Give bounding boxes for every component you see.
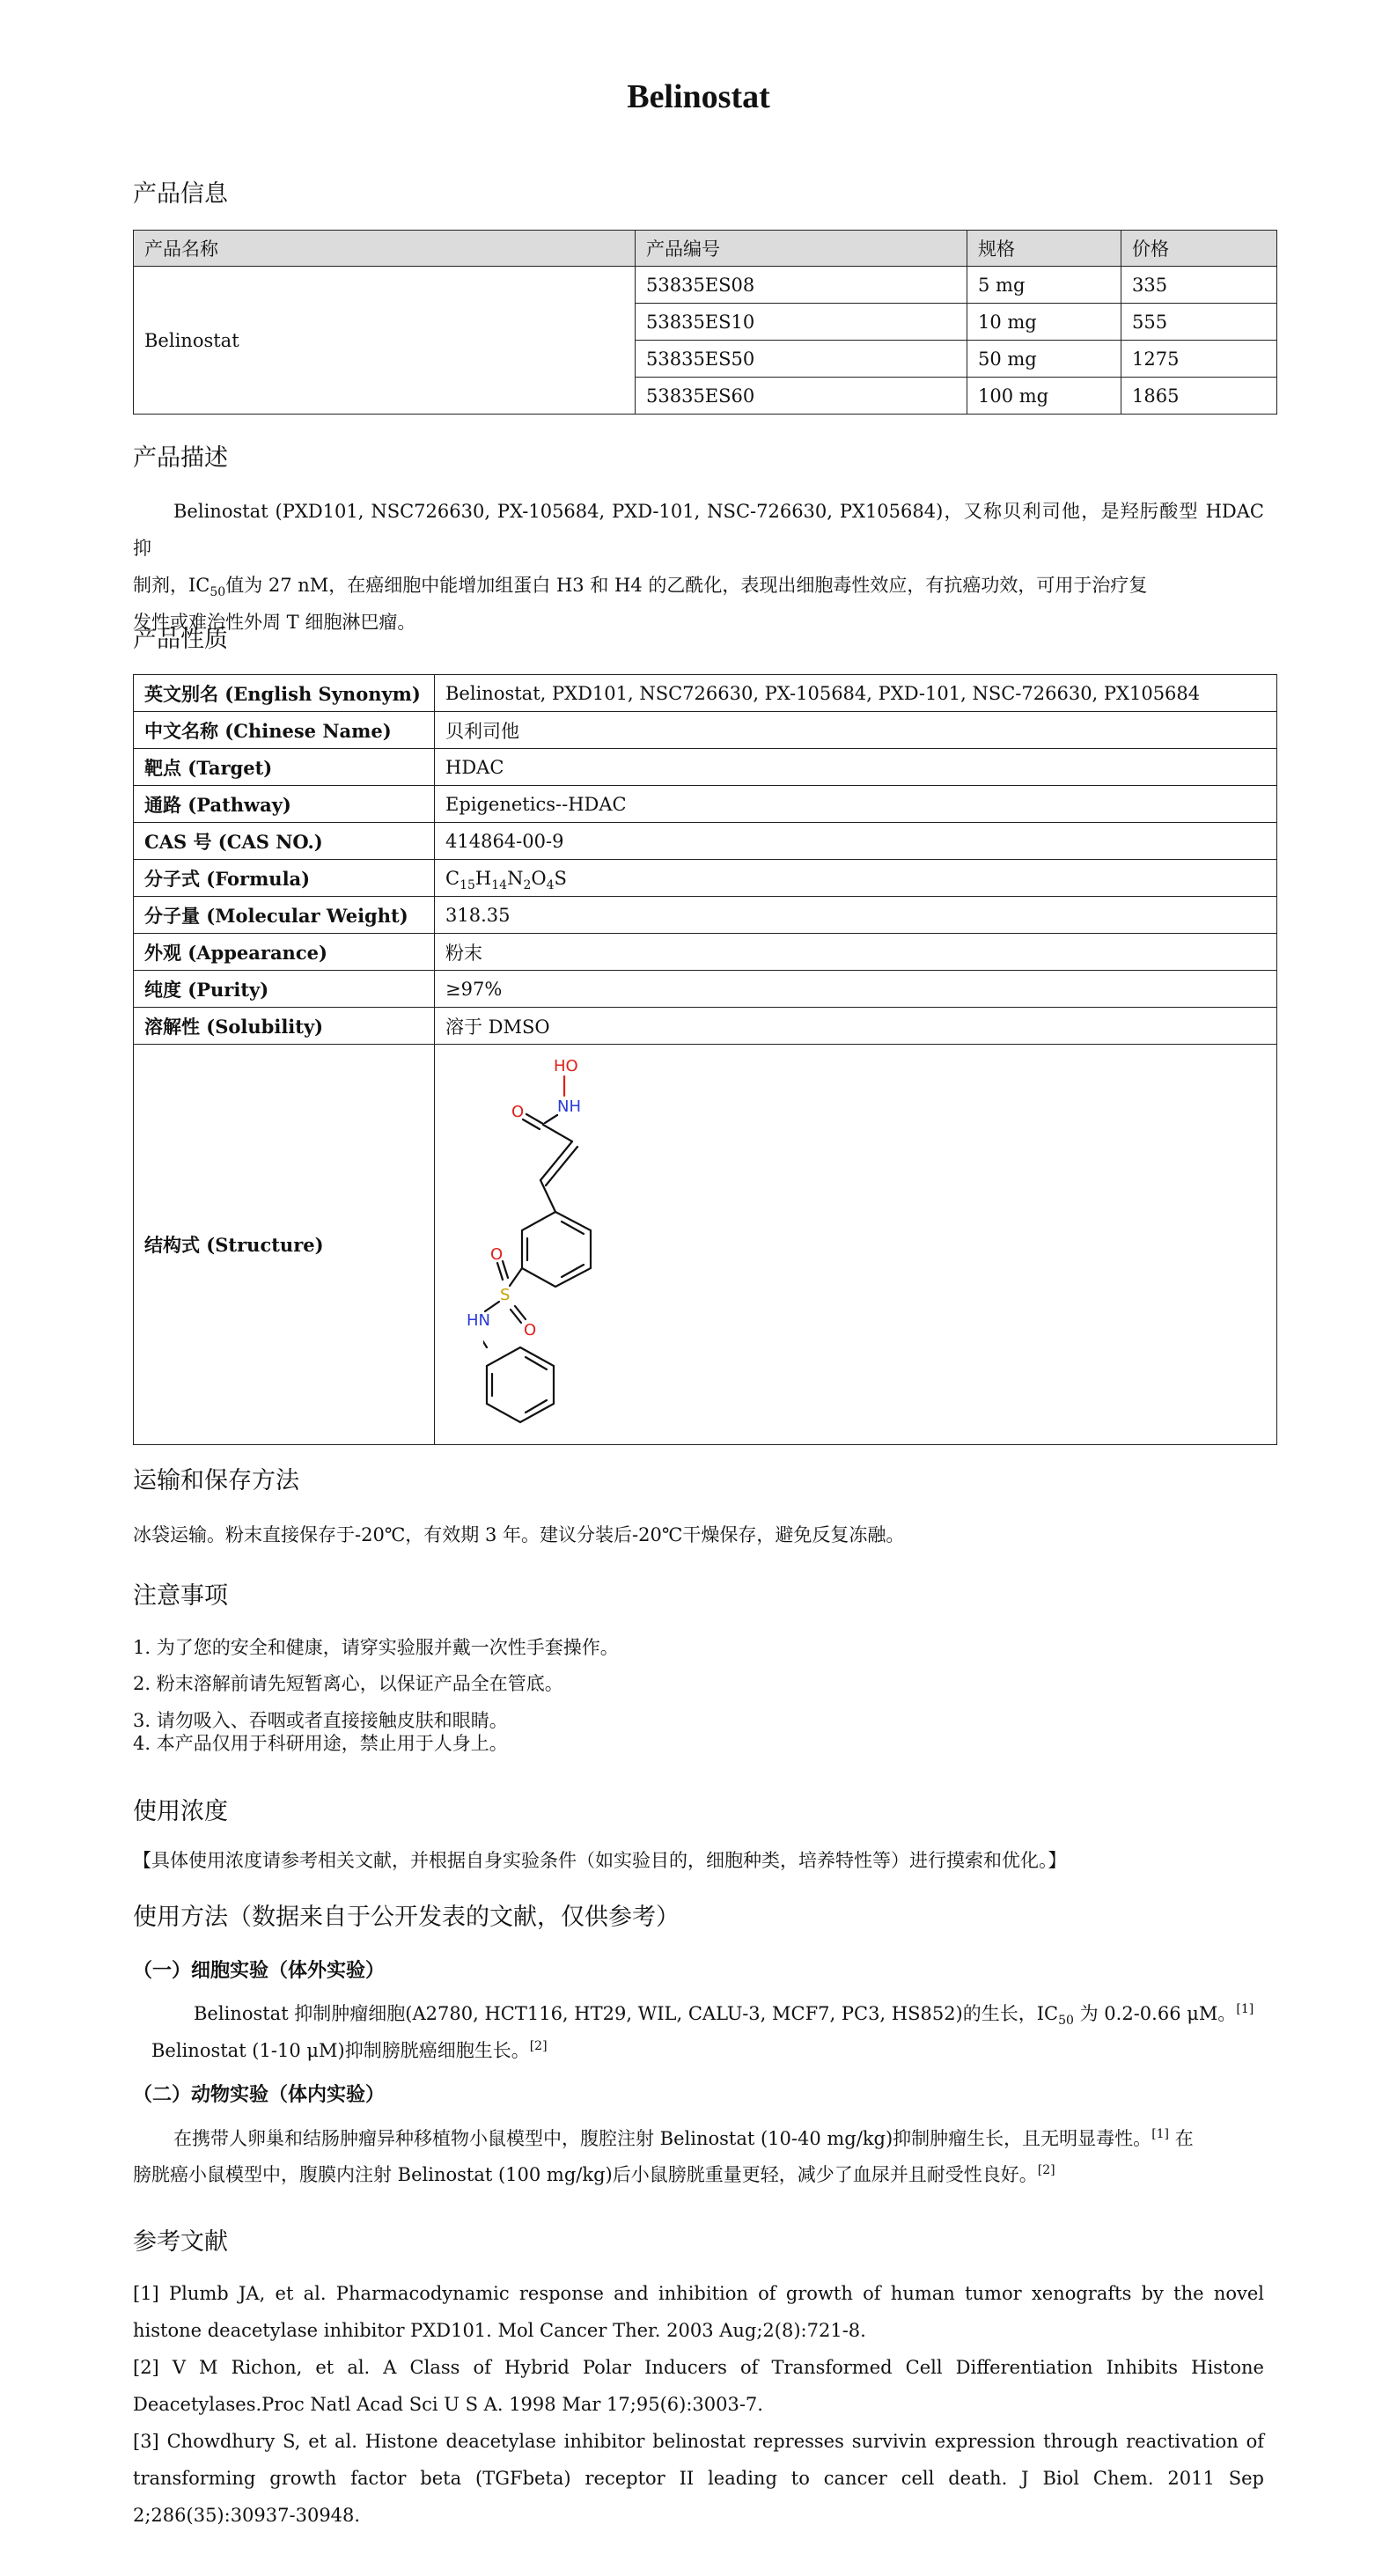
table-header-row xyxy=(134,231,1277,267)
section-heading-notes: 注意事项 xyxy=(133,1582,228,1610)
description-line: 制剂，$IC_{50}$值为 27 nM，在癌细胞中能增加组蛋白 H3 和 H4 的乙酰化，表现出细胞毒性效应，有抗癌功效，可用于治疗复 xyxy=(133,575,1148,600)
description-line: Belinostat (PXD101, NSC726630, PX-105684, PXD-101, NSC-726630, PX105684)，又称贝利司他，是羟肟酸型 HDAC 抑 xyxy=(133,501,1264,559)
reference-item: [3] Chowdhury S, et al. Histone deacetylase inhibitor belinostat represses survivin expression through reactivation of transforming growth factor beta (TGFbeta) receptor II leading to cancer cell death. J Biol Chem. 2011 Sep 2;286(35):30937-30948. xyxy=(133,2431,1264,2526)
product-code-cell: 53835ES08 xyxy=(636,267,967,304)
table-row xyxy=(134,971,1277,1008)
structure-label: 结构式 (Structure) xyxy=(134,1045,435,1445)
product-spec-cell: 50 mg xyxy=(967,341,1121,378)
table-row xyxy=(134,1008,1277,1045)
property-value: Epigenetics--HDAC xyxy=(435,786,1277,823)
atom-label: O xyxy=(524,1321,537,1339)
description-paragraph xyxy=(133,493,1264,641)
cell-experiment-line: Belinostat 抑制肿瘤细胞(A2780, HCT116, HT29, WIL, CALU-3, MCF7, PC3, HS852)的生长，$IC_{50}$ 为 0.2-0.66 μM。[1] xyxy=(194,2002,1254,2029)
structure-cell xyxy=(435,1045,1277,1445)
property-value: 318.35 xyxy=(435,897,1277,934)
properties-table xyxy=(133,674,1277,1445)
note-item: 4. 本产品仅用于科研用途，禁止用于人身上。 xyxy=(133,1733,508,1754)
property-value: 贝利司他 xyxy=(435,712,1277,749)
section-heading-references: 参考文献 xyxy=(133,2228,228,2256)
property-label: 溶解性 (Solubility) xyxy=(134,1008,435,1045)
table-row xyxy=(134,934,1277,971)
section-heading-concentration: 使用浓度 xyxy=(133,1798,228,1825)
property-value: Belinostat, PXD101, NSC726630, PX-105684, PXD-101, NSC-726630, PX105684 xyxy=(435,675,1277,712)
property-value: 414864-00-9 xyxy=(435,823,1277,860)
svg-text:HN: HN xyxy=(467,1311,490,1330)
section-heading-usage: 使用方法（数据来自于公开发表的文献，仅供参考） xyxy=(133,1904,680,1931)
note-item: 3. 请勿吸入、吞咽或者直接接触皮肤和眼睛。 xyxy=(133,1710,508,1731)
section-heading-properties: 产品性质 xyxy=(133,626,228,653)
belinostat-structure-svg xyxy=(483,1055,624,1442)
property-label: 靶点 (Target) xyxy=(134,749,435,786)
section-heading-product-info: 产品信息 xyxy=(133,180,228,208)
note-item: 1. 为了您的安全和健康，请穿实验服并戴一次性手套操作。 xyxy=(133,1637,619,1658)
atom-label: NH xyxy=(557,1097,581,1116)
property-label: 纯度 (Purity) xyxy=(134,971,435,1008)
product-table xyxy=(133,230,1277,415)
structure-hn-label xyxy=(460,1304,512,1339)
atom-label: O xyxy=(490,1245,504,1264)
note-item: 2. 粉末溶解前请先短暂离心，以保证产品全在管底。 xyxy=(133,1673,563,1694)
product-code-cell: 53835ES10 xyxy=(636,304,967,341)
product-code-cell: 53835ES50 xyxy=(636,341,967,378)
property-label: 分子式 (Formula) xyxy=(134,860,435,897)
table-row xyxy=(134,786,1277,823)
property-value: 溶于 DMSO xyxy=(435,1008,1277,1045)
reference-item: [2] V M Richon, et al. A Class of Hybrid Polar Inducers of Transformed Cell Differentiation Inhibits Histone Deacetylases.Proc Natl Acad Sci U S A. 1998 Mar 17;95(6):3003-7. xyxy=(133,2357,1264,2415)
property-value: ≥97% xyxy=(435,971,1277,1008)
reference-item: [1] Plumb JA, et al. Pharmacodynamic response and inhibition of growth of human tumor xenografts by the novel histone deacetylase inhibitor PXD101. Mol Cancer Ther. 2003 Aug;2(8):721-8. xyxy=(133,2283,1264,2341)
property-label: 分子量 (Molecular Weight) xyxy=(134,897,435,934)
animal-experiment-heading: （二）动物实验（体内实验） xyxy=(133,2083,386,2106)
product-spec-cell: 100 mg xyxy=(967,378,1121,415)
header-cell: 产品编号 xyxy=(636,231,967,267)
table-row xyxy=(134,860,1277,897)
section-heading-storage: 运输和保存方法 xyxy=(133,1467,299,1494)
product-code-cell: 53835ES60 xyxy=(636,378,967,415)
description-line: 发性或难治性外周 T 细胞淋巴瘤。 xyxy=(133,612,416,633)
property-value: HDAC xyxy=(435,749,1277,786)
property-label: 通路 (Pathway) xyxy=(134,786,435,823)
header-cell: 规格 xyxy=(967,231,1121,267)
property-value: 粉末 xyxy=(435,934,1277,971)
product-spec-cell: 10 mg xyxy=(967,304,1121,341)
property-label: 中文名称 (Chinese Name) xyxy=(134,712,435,749)
animal-experiment-line: 在携带人卵巢和结肠肿瘤异种移植物小鼠模型中，腹腔注射 Belinostat (10-40 mg/kg)抑制肿瘤生长，且无明显毒性。[1] 在 xyxy=(173,2127,1194,2149)
table-row xyxy=(134,749,1277,786)
product-spec-cell: 5 mg xyxy=(967,267,1121,304)
product-name-cell: Belinostat xyxy=(134,267,636,415)
storage-text: 冰袋运输。粉末直接保存于-20℃，有效期 3 年。建议分装后-20℃干燥保存，避免反复冻融。 xyxy=(133,1524,905,1545)
cell-experiment-heading: （一）细胞实验（体外实验） xyxy=(133,1959,386,1982)
header-cell: 产品名称 xyxy=(134,231,636,267)
property-label: 外观 (Appearance) xyxy=(134,934,435,971)
table-row xyxy=(134,675,1277,712)
product-price-cell: 555 xyxy=(1121,304,1277,341)
property-label: CAS 号 (CAS NO.) xyxy=(134,823,435,860)
product-price-cell: 1275 xyxy=(1121,341,1277,378)
animal-experiment-line: 膀胱癌小鼠模型中，腹膜内注射 Belinostat (100 mg/kg)后小鼠膀胱重量更轻，减少了血尿并且耐受性良好。[2] xyxy=(133,2163,1055,2185)
table-row xyxy=(134,897,1277,934)
document-title: Belinostat xyxy=(627,78,770,115)
atom-label: HO xyxy=(554,1057,578,1075)
product-price-cell: 1865 xyxy=(1121,378,1277,415)
property-label: 英文别名 (English Synonym) xyxy=(134,675,435,712)
section-heading-description: 产品描述 xyxy=(133,444,228,472)
formula-value: $C_{15}H_{14}N_2O_4S$ xyxy=(435,860,1277,897)
product-price-cell: 335 xyxy=(1121,267,1277,304)
table-row xyxy=(134,823,1277,860)
table-row xyxy=(134,1045,1277,1445)
atom-label: S xyxy=(500,1286,511,1304)
cell-experiment-line: Belinostat (1-10 μM)抑制膀胱癌细胞生长。[2] xyxy=(151,2039,548,2061)
concentration-text: 【具体使用浓度请参考相关文献，并根据自身实验条件（如实验目的，细胞种类，培养特性等）进行摸索和优化。】 xyxy=(133,1850,1067,1871)
header-cell: 价格 xyxy=(1121,231,1277,267)
table-row xyxy=(134,712,1277,749)
atom-label: O xyxy=(511,1103,525,1121)
table-row xyxy=(134,267,1277,304)
